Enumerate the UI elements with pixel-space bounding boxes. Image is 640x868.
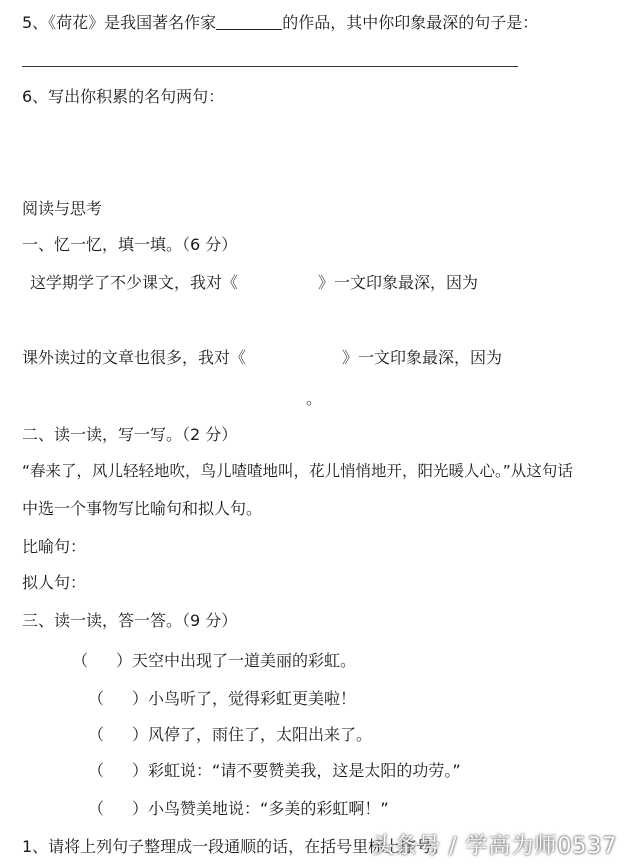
part-1-period: 。 <box>306 389 323 408</box>
question-6: 6、写出你积累的名句两句： <box>22 87 225 106</box>
item-open-paren: （ <box>88 689 105 708</box>
item-close-paren: ） <box>132 689 149 708</box>
author-blank[interactable] <box>216 13 282 30</box>
part-1-line-2-a: 课外读过的文章也很多，我对《 <box>22 348 247 367</box>
item-text: 小鸟听了，觉得彩虹更美啦！ <box>148 689 357 708</box>
part-3-heading: 三、读一读，答一答。（9 分） <box>22 611 238 630</box>
item-text: 天空中出现了一道美丽的彩虹。 <box>132 651 357 670</box>
part-3-question-1: 1、请将上列句子整理成一段通顺的话，在括号里标上序号。 <box>22 837 449 856</box>
part-2-heading: 二、读一读，写一写。（2 分） <box>22 425 238 444</box>
item-close-paren: ） <box>132 725 149 744</box>
item-text: 风停了，雨住了，太阳出来了。 <box>148 725 373 744</box>
item-text: 彩虹说：“请不要赞美我，这是太阳的功劳。” <box>148 761 461 780</box>
item-open-paren: （ <box>88 725 105 744</box>
part-1-line-1-a: 这学期学了不少课文，我对《 <box>30 273 239 292</box>
sentence-item-5 <box>88 798 389 820</box>
watermark: 头条号 / 学高为师0537 <box>372 834 618 859</box>
part-2-quote-line-2: 中选一个事物写比喻句和拟人句。 <box>22 499 263 518</box>
part-1-heading: 一、忆一忆，填一填。（6 分） <box>22 235 238 254</box>
question-5 <box>22 12 538 34</box>
personification-label: 拟人句： <box>22 573 87 592</box>
sentence-item-1 <box>72 650 356 672</box>
item-close-paren: ） <box>132 761 149 780</box>
question-5-text-after: 的作品，其中你印象最深的句子是： <box>282 13 539 32</box>
sentence-item-4 <box>88 760 461 782</box>
item-close-paren: ） <box>116 651 133 670</box>
item-open-paren: （ <box>88 761 105 780</box>
part-1-line-1-b: 》一文印象最深，因为 <box>318 273 479 292</box>
sentence-item-3 <box>88 724 372 746</box>
item-text: 小鸟赞美地说：“多美的彩虹啊！” <box>148 799 389 818</box>
simile-label: 比喻句： <box>22 537 87 556</box>
part-1-line-2 <box>22 347 502 369</box>
question-5-text-before: 5、《荷花》是我国著名作家 <box>22 13 217 32</box>
item-open-paren: （ <box>72 651 89 670</box>
sentence-item-2 <box>88 688 356 710</box>
section-title: 阅读与思考 <box>22 199 103 218</box>
part-1-line-1 <box>30 272 478 294</box>
part-2-quote-line-1: “春来了，风儿轻轻地吹，鸟儿喳喳地叫，花儿悄悄地开，阳光暖人心。”从这句话 <box>22 462 573 480</box>
answer-line[interactable] <box>22 66 518 67</box>
item-close-paren: ） <box>132 799 149 818</box>
part-1-line-2-b: 》一文印象最深，因为 <box>342 348 503 367</box>
item-open-paren: （ <box>88 799 105 818</box>
